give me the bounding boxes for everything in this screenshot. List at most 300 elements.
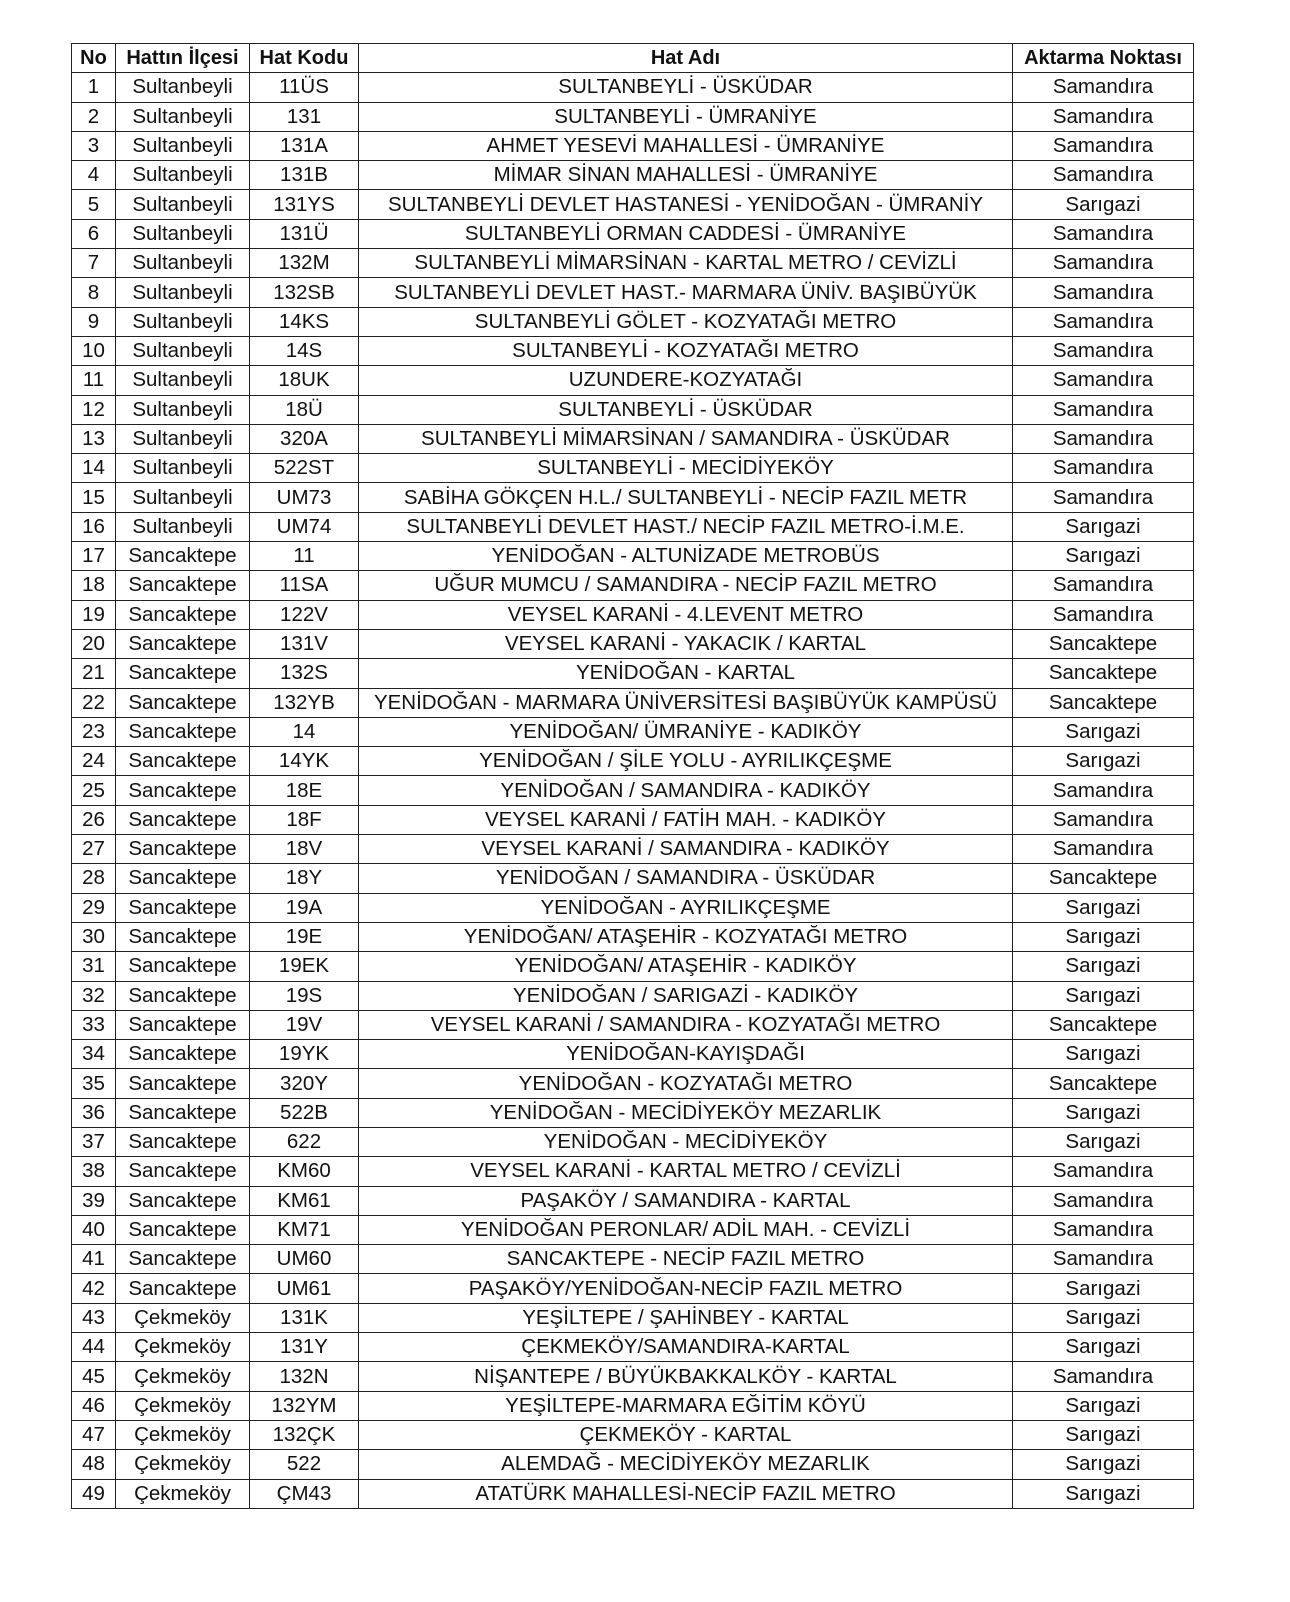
district-cell: Sultanbeyli [116,512,250,541]
line-code-cell: 131 [250,102,359,131]
row-number: 40 [72,1215,116,1244]
line-code-cell: 18F [250,805,359,834]
line-code-cell: 18Ü [250,395,359,424]
table-row [72,981,1194,1010]
table-row [72,424,1194,453]
line-code-cell: 522ST [250,454,359,483]
row-number: 1 [72,73,116,102]
district-cell: Sancaktepe [116,600,250,629]
district-cell: Sultanbeyli [116,454,250,483]
row-number: 6 [72,219,116,248]
row-number: 20 [72,629,116,658]
line-name-cell: SULTANBEYLİ ORMAN CADDESİ - ÜMRANİYE [359,219,1013,248]
table-row [72,571,1194,600]
header-transfer-point: Aktarma Noktası [1013,44,1194,73]
line-name-cell: VEYSEL KARANİ - YAKACIK / KARTAL [359,629,1013,658]
line-code-cell: 131Ü [250,219,359,248]
district-cell: Sancaktepe [116,893,250,922]
line-code-cell: UM73 [250,483,359,512]
line-name-cell: PAŞAKÖY/YENİDOĞAN-NECİP FAZIL METRO [359,1274,1013,1303]
line-name-cell: YENİDOĞAN / SARIGAZİ - KADIKÖY [359,981,1013,1010]
line-code-cell: KM61 [250,1186,359,1215]
row-number: 21 [72,659,116,688]
row-number: 24 [72,747,116,776]
district-cell: Sultanbeyli [116,219,250,248]
table-row [72,1069,1194,1098]
table-row [72,659,1194,688]
table-header [72,44,1194,73]
line-code-cell: UM60 [250,1245,359,1274]
transfer-point-cell: Sarıgazi [1013,1127,1194,1156]
line-code-cell: 132S [250,659,359,688]
transfer-point-cell: Sancaktepe [1013,688,1194,717]
district-cell: Sultanbeyli [116,424,250,453]
table-row [72,483,1194,512]
line-name-cell: YENİDOĞAN - ALTUNİZADE METROBÜS [359,542,1013,571]
district-cell: Çekmeköy [116,1420,250,1449]
row-number: 30 [72,922,116,951]
line-code-cell: 132SB [250,278,359,307]
line-code-cell: 122V [250,600,359,629]
line-code-cell: 320A [250,424,359,453]
line-code-cell: 19A [250,893,359,922]
table-row [72,835,1194,864]
header-district: Hattın İlçesi [116,44,250,73]
district-cell: Sancaktepe [116,688,250,717]
route-list-sheet [71,43,1194,1509]
line-code-cell: 18E [250,776,359,805]
row-number: 27 [72,835,116,864]
district-cell: Sancaktepe [116,922,250,951]
transfer-point-cell: Sarıgazi [1013,893,1194,922]
line-name-cell: NİŞANTEPE / BÜYÜKBAKKALKÖY - KARTAL [359,1362,1013,1391]
table-row [72,1362,1194,1391]
table-row [72,512,1194,541]
transfer-point-cell: Samandıra [1013,1215,1194,1244]
line-code-cell: 320Y [250,1069,359,1098]
line-name-cell: YENİDOĞAN - AYRILIKÇEŞME [359,893,1013,922]
row-number: 17 [72,542,116,571]
district-cell: Sultanbeyli [116,102,250,131]
district-cell: Sancaktepe [116,747,250,776]
line-name-cell: YEŞİLTEPE / ŞAHİNBEY - KARTAL [359,1303,1013,1332]
row-number: 44 [72,1333,116,1362]
line-name-cell: ÇEKMEKÖY - KARTAL [359,1420,1013,1449]
line-code-cell: 131Y [250,1333,359,1362]
district-cell: Sancaktepe [116,1069,250,1098]
line-code-cell: 522B [250,1098,359,1127]
line-code-cell: 19E [250,922,359,951]
district-cell: Sancaktepe [116,952,250,981]
table-row [72,395,1194,424]
district-cell: Sultanbeyli [116,161,250,190]
line-name-cell: YENİDOĞAN-KAYIŞDAĞI [359,1040,1013,1069]
line-name-cell: YENİDOĞAN / SAMANDIRA - KADIKÖY [359,776,1013,805]
header-no: No [72,44,116,73]
row-number: 19 [72,600,116,629]
table-row [72,805,1194,834]
district-cell: Sancaktepe [116,1010,250,1039]
line-name-cell: VEYSEL KARANİ / FATİH MAH. - KADIKÖY [359,805,1013,834]
district-cell: Sultanbeyli [116,278,250,307]
district-cell: Sancaktepe [116,805,250,834]
line-name-cell: SULTANBEYLİ DEVLET HAST.- MARMARA ÜNİV. BAŞIBÜYÜK [359,278,1013,307]
table-row [72,1479,1194,1508]
table-row [72,1040,1194,1069]
transfer-point-cell: Samandıra [1013,366,1194,395]
table-row [72,366,1194,395]
line-code-cell: 19EK [250,952,359,981]
transfer-point-cell: Sarıgazi [1013,1040,1194,1069]
transfer-point-cell: Sarıgazi [1013,1333,1194,1362]
district-cell: Sultanbeyli [116,336,250,365]
line-code-cell: UM61 [250,1274,359,1303]
transfer-point-cell: Sancaktepe [1013,659,1194,688]
line-code-cell: 131B [250,161,359,190]
table-row [72,922,1194,951]
transfer-point-cell: Samandıra [1013,600,1194,629]
line-code-cell: 132N [250,1362,359,1391]
line-code-cell: 14KS [250,307,359,336]
transfer-point-cell: Sarıgazi [1013,1420,1194,1449]
row-number: 31 [72,952,116,981]
line-name-cell: ÇEKMEKÖY/SAMANDIRA-KARTAL [359,1333,1013,1362]
table-row [72,190,1194,219]
transfer-point-cell: Sarıgazi [1013,747,1194,776]
row-number: 26 [72,805,116,834]
row-number: 46 [72,1391,116,1420]
table-row [72,688,1194,717]
district-cell: Sancaktepe [116,1245,250,1274]
line-name-cell: YENİDOĞAN/ ATAŞEHİR - KADIKÖY [359,952,1013,981]
district-cell: Sultanbeyli [116,131,250,160]
district-cell: Sancaktepe [116,1274,250,1303]
table-row [72,1215,1194,1244]
table-row [72,249,1194,278]
transfer-point-cell: Samandıra [1013,1362,1194,1391]
row-number: 8 [72,278,116,307]
table-row [72,600,1194,629]
line-name-cell: SULTANBEYLİ - KOZYATAĞI METRO [359,336,1013,365]
district-cell: Sancaktepe [116,542,250,571]
line-code-cell: 131A [250,131,359,160]
table-row [72,747,1194,776]
line-name-cell: SULTANBEYLİ DEVLET HAST./ NECİP FAZIL METRO-İ.M.E. [359,512,1013,541]
row-number: 16 [72,512,116,541]
district-cell: Sancaktepe [116,776,250,805]
line-code-cell: 19S [250,981,359,1010]
line-code-cell: 132YM [250,1391,359,1420]
line-code-cell: 622 [250,1127,359,1156]
line-name-cell: YENİDOĞAN/ ATAŞEHİR - KOZYATAĞI METRO [359,922,1013,951]
line-name-cell: VEYSEL KARANİ - KARTAL METRO / CEVİZLİ [359,1157,1013,1186]
table-row [72,776,1194,805]
line-code-cell: 14YK [250,747,359,776]
transfer-point-cell: Samandıra [1013,483,1194,512]
row-number: 23 [72,717,116,746]
line-name-cell: SULTANBEYLİ - ÜSKÜDAR [359,395,1013,424]
line-name-cell: YENİDOĞAN / ŞİLE YOLU - AYRILIKÇEŞME [359,747,1013,776]
table-row [72,102,1194,131]
transfer-point-cell: Sarıgazi [1013,1391,1194,1420]
row-number: 45 [72,1362,116,1391]
row-number: 49 [72,1479,116,1508]
line-code-cell: 132ÇK [250,1420,359,1449]
row-number: 7 [72,249,116,278]
row-number: 11 [72,366,116,395]
district-cell: Sultanbeyli [116,395,250,424]
line-code-cell: 11ÜS [250,73,359,102]
district-cell: Sancaktepe [116,1040,250,1069]
transfer-point-cell: Samandıra [1013,131,1194,160]
transfer-point-cell: Sarıgazi [1013,1098,1194,1127]
table-row [72,1274,1194,1303]
transfer-point-cell: Sarıgazi [1013,922,1194,951]
transfer-point-cell: Samandıra [1013,805,1194,834]
district-cell: Sultanbeyli [116,307,250,336]
table-row [72,1450,1194,1479]
transfer-point-cell: Samandıra [1013,835,1194,864]
district-cell: Sancaktepe [116,659,250,688]
table-row [72,1157,1194,1186]
transfer-point-cell: Samandıra [1013,424,1194,453]
table-row [72,336,1194,365]
line-name-cell: YENİDOĞAN/ ÜMRANİYE - KADIKÖY [359,717,1013,746]
row-number: 29 [72,893,116,922]
district-cell: Sultanbeyli [116,190,250,219]
table-row [72,307,1194,336]
line-code-cell: 131K [250,1303,359,1332]
header-line-code: Hat Kodu [250,44,359,73]
line-name-cell: YENİDOĞAN - KARTAL [359,659,1013,688]
line-name-cell: AHMET YESEVİ MAHALLESİ - ÜMRANİYE [359,131,1013,160]
row-number: 2 [72,102,116,131]
row-number: 37 [72,1127,116,1156]
line-code-cell: 11SA [250,571,359,600]
row-number: 12 [72,395,116,424]
transfer-point-cell: Sarıgazi [1013,190,1194,219]
line-name-cell: YENİDOĞAN - KOZYATAĞI METRO [359,1069,1013,1098]
row-number: 38 [72,1157,116,1186]
district-cell: Sancaktepe [116,835,250,864]
line-name-cell: UZUNDERE-KOZYATAĞI [359,366,1013,395]
district-cell: Sancaktepe [116,629,250,658]
table-row [72,1127,1194,1156]
table-row [72,454,1194,483]
line-code-cell: 14S [250,336,359,365]
line-name-cell: VEYSEL KARANİ / SAMANDIRA - KADIKÖY [359,835,1013,864]
line-name-cell: SANCAKTEPE - NECİP FAZIL METRO [359,1245,1013,1274]
transfer-point-cell: Samandıra [1013,571,1194,600]
district-cell: Sancaktepe [116,1127,250,1156]
line-name-cell: YENİDOĞAN / SAMANDIRA - ÜSKÜDAR [359,864,1013,893]
transfer-point-cell: Sancaktepe [1013,629,1194,658]
line-code-cell: 14 [250,717,359,746]
line-code-cell: 132YB [250,688,359,717]
transfer-point-cell: Samandıra [1013,1186,1194,1215]
table-row [72,629,1194,658]
table-row [72,1303,1194,1332]
district-cell: Sancaktepe [116,864,250,893]
line-code-cell: 18Y [250,864,359,893]
line-code-cell: 18UK [250,366,359,395]
district-cell: Sancaktepe [116,981,250,1010]
line-name-cell: YENİDOĞAN - MECİDİYEKÖY MEZARLIK [359,1098,1013,1127]
line-name-cell: YEŞİLTEPE-MARMARA EĞİTİM KÖYÜ [359,1391,1013,1420]
row-number: 34 [72,1040,116,1069]
table-row [72,1010,1194,1039]
line-name-cell: UĞUR MUMCU / SAMANDIRA - NECİP FAZIL METRO [359,571,1013,600]
district-cell: Sancaktepe [116,717,250,746]
transfer-point-cell: Samandıra [1013,249,1194,278]
table-row [72,717,1194,746]
district-cell: Çekmeköy [116,1333,250,1362]
transfer-point-cell: Sarıgazi [1013,1274,1194,1303]
transfer-point-cell: Samandıra [1013,73,1194,102]
table-row [72,893,1194,922]
transfer-point-cell: Samandıra [1013,395,1194,424]
line-name-cell: MİMAR SİNAN MAHALLESİ - ÜMRANİYE [359,161,1013,190]
transfer-point-cell: Sarıgazi [1013,952,1194,981]
line-code-cell: KM71 [250,1215,359,1244]
row-number: 43 [72,1303,116,1332]
line-code-cell: 131YS [250,190,359,219]
line-name-cell: SULTANBEYLİ MİMARSİNAN / SAMANDIRA - ÜSKÜDAR [359,424,1013,453]
transfer-point-cell: Samandıra [1013,1157,1194,1186]
line-name-cell: ALEMDAĞ - MECİDİYEKÖY MEZARLIK [359,1450,1013,1479]
table-row [72,161,1194,190]
row-number: 25 [72,776,116,805]
transfer-point-cell: Samandıra [1013,278,1194,307]
line-name-cell: SULTANBEYLİ DEVLET HASTANESİ - YENİDOĞAN - ÜMRANİY [359,190,1013,219]
transfer-point-cell: Samandıra [1013,776,1194,805]
transfer-point-cell: Samandıra [1013,219,1194,248]
table-row [72,952,1194,981]
row-number: 36 [72,1098,116,1127]
row-number: 39 [72,1186,116,1215]
district-cell: Çekmeköy [116,1450,250,1479]
line-name-cell: SABİHA GÖKÇEN H.L./ SULTANBEYLİ - NECİP FAZIL METR [359,483,1013,512]
row-number: 14 [72,454,116,483]
table-row [72,131,1194,160]
line-name-cell: PAŞAKÖY / SAMANDIRA - KARTAL [359,1186,1013,1215]
row-number: 22 [72,688,116,717]
line-code-cell: 131V [250,629,359,658]
transfer-point-cell: Sancaktepe [1013,864,1194,893]
transfer-point-cell: Samandıra [1013,161,1194,190]
row-number: 33 [72,1010,116,1039]
row-number: 18 [72,571,116,600]
table-row [72,73,1194,102]
table-row [72,864,1194,893]
row-number: 42 [72,1274,116,1303]
line-name-cell: SULTANBEYLİ - ÜMRANİYE [359,102,1013,131]
line-code-cell: UM74 [250,512,359,541]
district-cell: Çekmeköy [116,1479,250,1508]
line-code-cell: 522 [250,1450,359,1479]
line-code-cell: 11 [250,542,359,571]
line-code-cell: ÇM43 [250,1479,359,1508]
line-code-cell: 132M [250,249,359,278]
line-name-cell: YENİDOĞAN PERONLAR/ ADİL MAH. - CEVİZLİ [359,1215,1013,1244]
district-cell: Sancaktepe [116,1098,250,1127]
row-number: 5 [72,190,116,219]
line-name-cell: SULTANBEYLİ - MECİDİYEKÖY [359,454,1013,483]
table-row [72,1186,1194,1215]
line-name-cell: YENİDOĞAN - MARMARA ÜNİVERSİTESİ BAŞIBÜYÜK KAMPÜSÜ [359,688,1013,717]
district-cell: Sultanbeyli [116,249,250,278]
table-row [72,219,1194,248]
row-number: 47 [72,1420,116,1449]
transfer-point-cell: Samandıra [1013,454,1194,483]
route-table [71,43,1194,1509]
district-cell: Sancaktepe [116,1186,250,1215]
transfer-point-cell: Sarıgazi [1013,512,1194,541]
table-row [72,1098,1194,1127]
transfer-point-cell: Sarıgazi [1013,542,1194,571]
row-number: 4 [72,161,116,190]
district-cell: Sancaktepe [116,1157,250,1186]
district-cell: Sancaktepe [116,1215,250,1244]
row-number: 9 [72,307,116,336]
transfer-point-cell: Sancaktepe [1013,1010,1194,1039]
row-number: 3 [72,131,116,160]
table-row [72,542,1194,571]
district-cell: Sultanbeyli [116,73,250,102]
district-cell: Çekmeköy [116,1362,250,1391]
transfer-point-cell: Samandıra [1013,336,1194,365]
row-number: 15 [72,483,116,512]
table-row [72,1333,1194,1362]
table-row [72,1245,1194,1274]
transfer-point-cell: Samandıra [1013,102,1194,131]
header-line-name: Hat Adı [359,44,1013,73]
line-name-cell: SULTANBEYLİ MİMARSİNAN - KARTAL METRO / CEVİZLİ [359,249,1013,278]
line-code-cell: 18V [250,835,359,864]
line-name-cell: SULTANBEYLİ GÖLET - KOZYATAĞI METRO [359,307,1013,336]
line-name-cell: ATATÜRK MAHALLESİ-NECİP FAZIL METRO [359,1479,1013,1508]
transfer-point-cell: Sarıgazi [1013,1303,1194,1332]
line-name-cell: VEYSEL KARANİ / SAMANDIRA - KOZYATAĞI METRO [359,1010,1013,1039]
line-name-cell: VEYSEL KARANİ - 4.LEVENT METRO [359,600,1013,629]
transfer-point-cell: Samandıra [1013,307,1194,336]
district-cell: Sancaktepe [116,571,250,600]
district-cell: Sultanbeyli [116,366,250,395]
district-cell: Çekmeköy [116,1391,250,1420]
table-row [72,1420,1194,1449]
line-code-cell: 19YK [250,1040,359,1069]
line-name-cell: YENİDOĞAN - MECİDİYEKÖY [359,1127,1013,1156]
table-body [72,73,1194,1509]
row-number: 48 [72,1450,116,1479]
transfer-point-cell: Sarıgazi [1013,717,1194,746]
row-number: 13 [72,424,116,453]
table-row [72,1391,1194,1420]
header-row [72,44,1194,73]
row-number: 10 [72,336,116,365]
line-code-cell: KM60 [250,1157,359,1186]
district-cell: Çekmeköy [116,1303,250,1332]
line-name-cell: SULTANBEYLİ - ÜSKÜDAR [359,73,1013,102]
transfer-point-cell: Sarıgazi [1013,1450,1194,1479]
row-number: 35 [72,1069,116,1098]
row-number: 28 [72,864,116,893]
district-cell: Sultanbeyli [116,483,250,512]
transfer-point-cell: Sarıgazi [1013,981,1194,1010]
row-number: 32 [72,981,116,1010]
line-code-cell: 19V [250,1010,359,1039]
transfer-point-cell: Sancaktepe [1013,1069,1194,1098]
